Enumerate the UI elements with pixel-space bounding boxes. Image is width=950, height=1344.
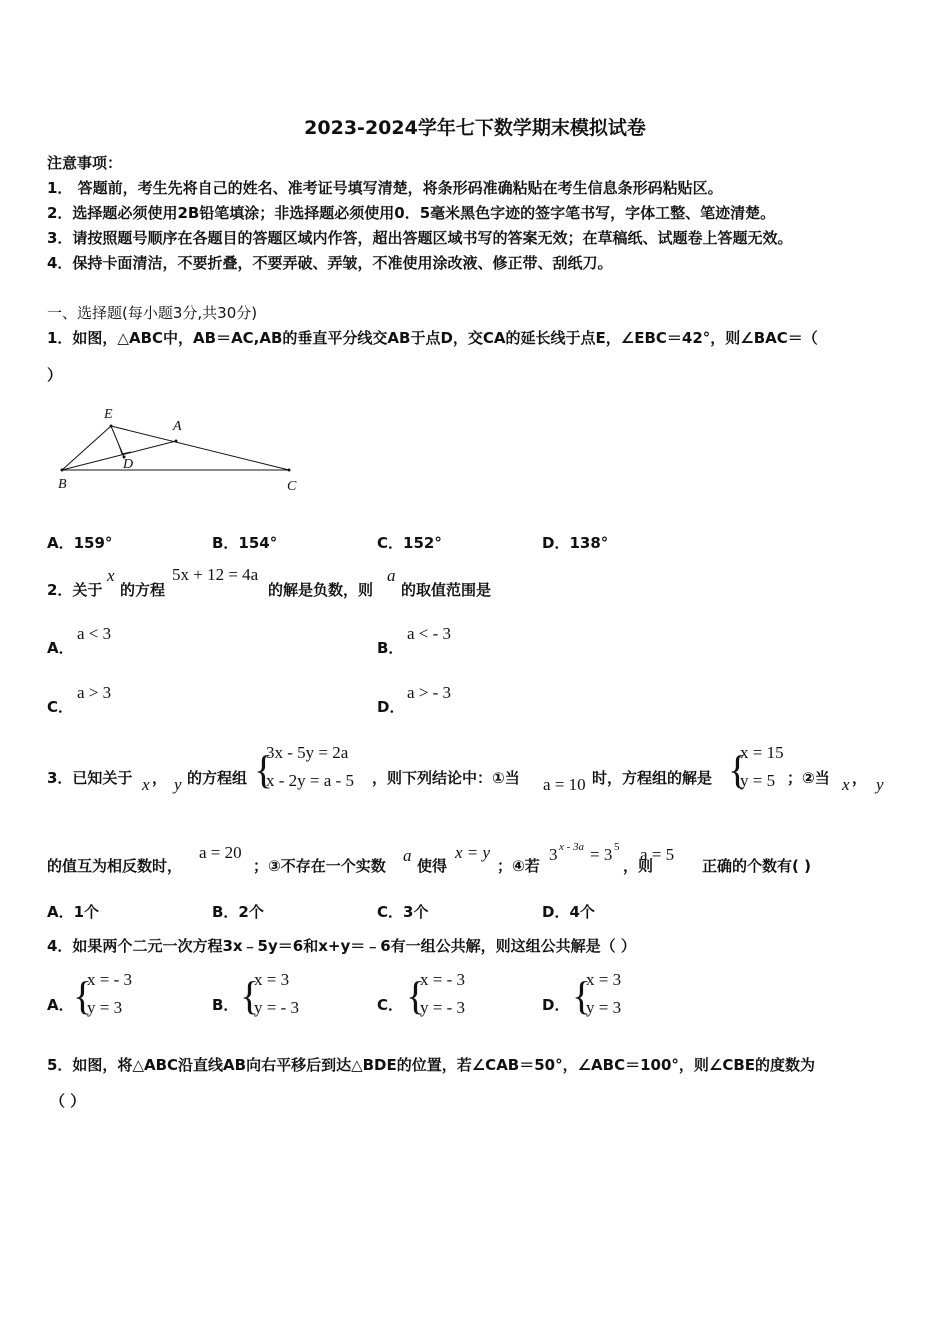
q3-var-x-2: x xyxy=(842,775,850,794)
q1-stem: 1．如图，△ABC中，AB＝AC,AB的垂直平分线交AB于点D，交CA的延长线于点E，∠EBC＝42°，则∠BAC＝（ xyxy=(47,329,818,347)
label-d: D xyxy=(123,457,134,472)
q2-part-1: 2．关于 xyxy=(47,581,103,599)
q3-line2-part-2: ；③不存在一个实数 xyxy=(253,857,386,875)
q2-var-a: a xyxy=(387,566,396,585)
right-angle-mark xyxy=(119,445,131,454)
q2-part-3: 的解是负数，则 xyxy=(268,581,374,599)
point-a xyxy=(175,440,178,443)
q3-solution-y: y = 5 xyxy=(740,771,776,790)
q4-option-b-brace: { xyxy=(240,973,260,1018)
q3-line2-part-5: ，则 xyxy=(623,857,654,875)
q4-option-b-y: y = - 3 xyxy=(254,998,299,1017)
q3-part-4: 时，方程组的解是 xyxy=(592,769,713,787)
q2-option-c: a > 3 xyxy=(77,683,112,702)
q3-power-exponent-2: 5 xyxy=(614,841,620,853)
q2-label-b: B． xyxy=(377,639,404,657)
q3-option-d: D．4个 xyxy=(542,903,595,921)
q4-option-d-brace: { xyxy=(572,973,592,1018)
q4-option-a-x: x = - 3 xyxy=(87,970,132,989)
q3-comma-1: ， xyxy=(152,769,168,787)
notice-item-3: 3．请按照题号顺序在各题目的答题区域内作答，超出答题区域书写的答案无效；在草稿纸、试题卷上答题无效。 xyxy=(47,229,793,247)
q4-label-d: D． xyxy=(542,996,570,1014)
notice-item-1: 1． 答题前，考生先将自己的姓名、准考证号填写清楚，将条形码准确粘贴在考生信息条形码粘贴区。 xyxy=(47,179,723,197)
q4-label-a: A． xyxy=(47,996,74,1014)
q4-option-a-brace: { xyxy=(73,973,93,1018)
q3-part-2: 的方程组 xyxy=(187,769,248,787)
q2-option-d: a > - 3 xyxy=(407,683,452,702)
q3-line2-part-3: 使得 xyxy=(417,857,448,875)
section-heading: 一、选择题(每小题3分,共30分) xyxy=(47,304,258,322)
q4-label-c: C． xyxy=(377,996,404,1014)
q1-figure xyxy=(50,402,310,497)
q2-var-x: x xyxy=(107,566,115,585)
q3-power-exponent: x - 3a xyxy=(559,841,585,853)
q4-label-b: B． xyxy=(212,996,239,1014)
q1-option-b: B．154° xyxy=(212,534,278,552)
label-b: B xyxy=(58,477,67,492)
q3-option-a: A．1个 xyxy=(47,903,100,921)
point-e xyxy=(110,425,113,428)
q3-line2-part-1: 的值互为相反数时， xyxy=(47,857,183,875)
q5-stem: 5．如图，将△ABC沿直线AB向右平移后到达△BDE的位置，若∠CAB＝50°，∠ABC＝100°，则∠CBE的度数为 xyxy=(47,1056,816,1074)
q4-option-b-x: x = 3 xyxy=(254,970,290,989)
segment-ed xyxy=(111,426,124,457)
q4-option-a-y: y = 3 xyxy=(87,998,123,1017)
notice-heading: 注意事项： xyxy=(47,154,123,172)
point-c xyxy=(288,469,291,472)
label-a: A xyxy=(173,419,182,434)
q4-option-c-brace: { xyxy=(406,973,426,1018)
q3-part-5: ；②当 xyxy=(787,769,830,787)
q3-line2-part-6: 正确的个数有( ) xyxy=(702,857,811,875)
q3-part-3: ，则下列结论中：①当 xyxy=(372,769,520,787)
q4-stem: 4．如果两个二元一次方程3x﹣5y＝6和x+y＝﹣6有一组公共解，则这组公共解是（ ） xyxy=(47,937,636,955)
q4-option-d-y: y = 3 xyxy=(586,998,622,1017)
q2-option-a: a < 3 xyxy=(77,624,112,643)
q2-label-c: C． xyxy=(47,698,74,716)
q3-var-a: a xyxy=(403,846,412,865)
q2-part-2: 的方程 xyxy=(120,581,166,599)
q3-var-x: x xyxy=(142,775,150,794)
q3-solution-brace: { xyxy=(728,747,748,792)
q4-option-c-y: y = - 3 xyxy=(420,998,465,1017)
q3-power-base: 3 xyxy=(549,845,558,864)
notice-item-4: 4．保持卡面清洁，不要折叠，不要弄破、弄皱，不准使用涂改液、修正带、刮纸刀。 xyxy=(47,254,613,272)
q2-option-b: a < - 3 xyxy=(407,624,452,643)
q2-part-4: 的取值范围是 xyxy=(401,581,492,599)
q3-var-y-2: y xyxy=(876,775,884,794)
label-e: E xyxy=(104,407,113,422)
segment-ec xyxy=(111,426,289,470)
q1-option-a: A．159° xyxy=(47,534,113,552)
q3-var-y: y xyxy=(174,775,182,794)
q4-option-c-x: x = - 3 xyxy=(420,970,465,989)
q1-option-c: C．152° xyxy=(377,534,442,552)
q2-label-a: A． xyxy=(47,639,74,657)
q2-equation: 5x + 12 = 4a xyxy=(172,565,259,584)
q1-stem-end: ） xyxy=(47,366,63,384)
q5-stem-end: （ ） xyxy=(50,1092,86,1110)
q3-line2-part-4: ；④若 xyxy=(497,857,540,875)
q3-condition-1: a = 10 xyxy=(543,775,586,794)
q3-part-1: 3．已知关于 xyxy=(47,769,133,787)
q3-option-c: C．3个 xyxy=(377,903,429,921)
page-title: 2023-2024学年七下数学期末模拟试卷 xyxy=(304,117,646,139)
q3-comma-2: ， xyxy=(852,769,868,787)
q3-x-equals-y: x = y xyxy=(455,843,491,862)
q3-condition-4: a = 5 xyxy=(640,845,675,864)
q3-solution-x: x = 15 xyxy=(740,743,784,762)
q3-system-brace: { xyxy=(254,747,274,792)
q3-option-b: B．2个 xyxy=(212,903,264,921)
q4-option-d-x: x = 3 xyxy=(586,970,622,989)
point-b xyxy=(61,469,64,472)
q3-system-eq2: x - 2y = a - 5 xyxy=(266,771,354,790)
label-c: C xyxy=(287,479,297,494)
q1-option-d: D．138° xyxy=(542,534,609,552)
q3-condition-2: a = 20 xyxy=(199,843,242,862)
q3-system-eq1: 3x - 5y = 2a xyxy=(266,743,349,762)
q2-label-d: D． xyxy=(377,698,405,716)
q3-power-equals: = 3 xyxy=(590,845,613,864)
notice-item-2: 2．选择题必须使用2B铅笔填涂；非选择题必须使用0．5毫米黑色字迹的签字笔书写，字体工整、笔迹清楚。 xyxy=(47,204,776,222)
